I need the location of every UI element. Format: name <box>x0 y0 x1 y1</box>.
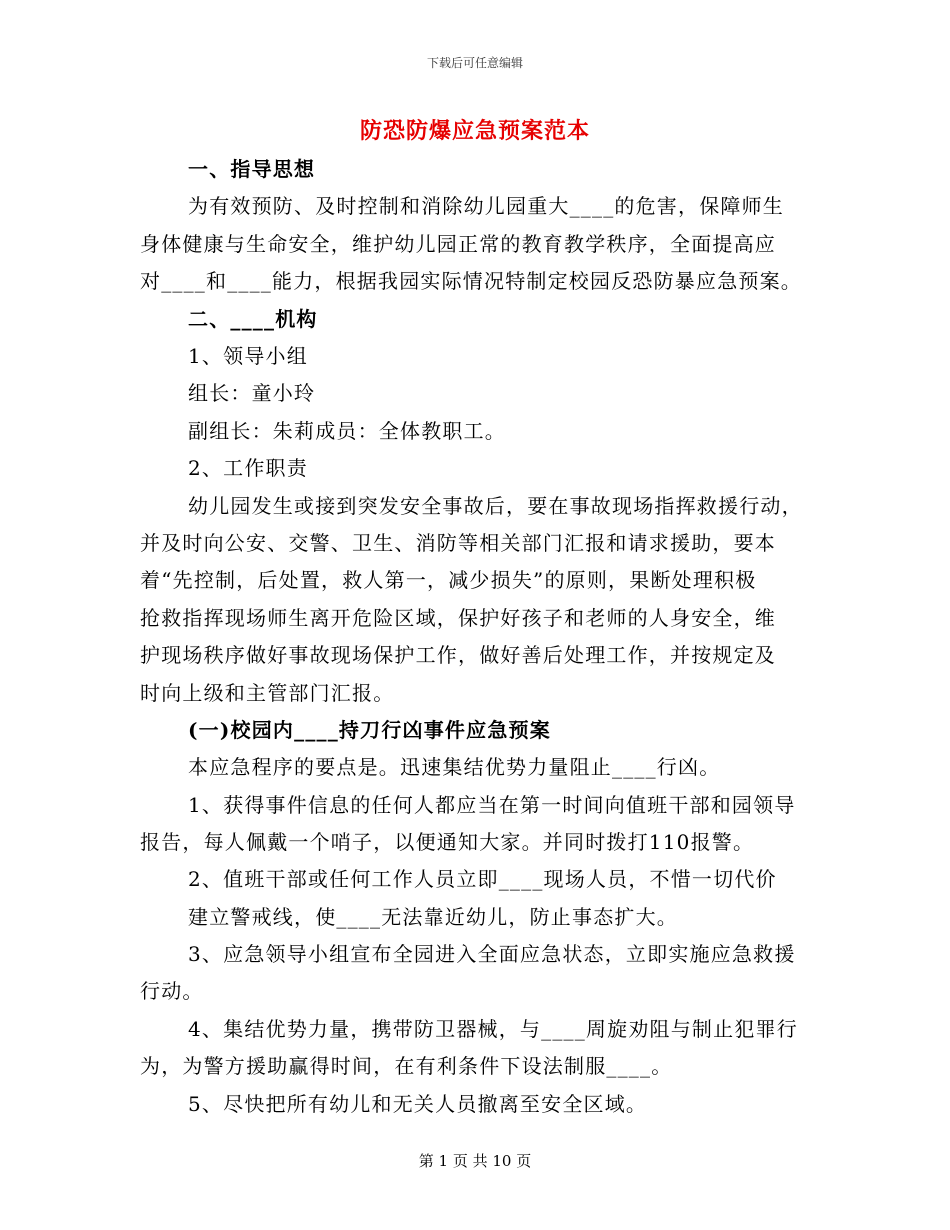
paragraph-line: 建立警戒线，使____无法靠近幼儿，防止事态扩大。 <box>188 905 678 929</box>
group-leader-line: 组长：童小玲 <box>188 381 316 405</box>
subheading-leadership-group: 1、领导小组 <box>188 344 308 368</box>
section-heading-guiding-ideology: 一、指导思想 <box>188 157 316 181</box>
paragraph-line: 时向上级和主管部门汇报。 <box>140 681 395 705</box>
paragraph-line: 抢救指挥现场师生离开危险区域，保护好孩子和老师的人身安全，维 <box>140 606 776 630</box>
paragraph-line: 行动。 <box>140 979 204 1003</box>
paragraph-line: 幼儿园发生或接到突发安全事故后，要在事故现场指挥救援行动， <box>188 494 803 518</box>
paragraph-line: 本应急程序的要点是。迅速集结优势力量阻止____行凶。 <box>188 755 721 779</box>
list-item-4: 4、集结优势力量，携带防卫器械，与____周旋劝阻与制止犯罪行 <box>188 1017 798 1041</box>
section-heading-knife-attack-plan: (一)校园内____持刀行凶事件应急预案 <box>188 718 551 742</box>
list-item-3: 3、应急领导小组宣布全园进入全面应急状态，立即实施应急救援 <box>188 942 796 966</box>
paragraph-line: 身体健康与生命安全，维护幼儿园正常的教育教学秩序，全面提高应 <box>140 232 776 256</box>
paragraph-line: 并及时向公安、交警、卫生、消防等相关部门汇报和请求援助，要本 <box>140 531 776 555</box>
list-item-1: 1、获得事件信息的任何人都应当在第一时间向值班干部和园领导 <box>188 793 796 817</box>
list-item-2: 2、值班干部或任何工作人员立即____现场人员，不惜一切代价 <box>188 867 777 891</box>
page-footer-number: 第 1 页 共 10 页 <box>418 1152 532 1170</box>
paragraph-line: 对____和____能力，根据我园实际情况特制定校园反恐防暴应急预案。 <box>140 269 802 293</box>
paragraph-line: 为，为警方援助赢得时间，在有利条件下设法制服____。 <box>140 1054 673 1078</box>
paragraph-line: 报告，每人佩戴一个哨子，以便通知大家。并同时拨打110报警。 <box>140 830 755 854</box>
list-item-5: 5、尽快把所有幼儿和无关人员撤离至安全区域。 <box>188 1092 648 1116</box>
paragraph-line: 为有效预防、及时控制和消除幼儿园重大____的危害，保障师生 <box>188 194 784 218</box>
section-heading-organization: 二、____机构 <box>188 307 318 331</box>
page-header-note: 下载后可任意编辑 <box>426 56 523 70</box>
document-title: 防恐防爆应急预案范本 <box>359 118 590 144</box>
paragraph-line: 着“先控制，后处置，救人第一，减少损失”的原则，果断处理积极 <box>140 568 757 592</box>
deputy-leader-line: 副组长：朱莉成员：全体教职工。 <box>188 419 506 443</box>
subheading-duties: 2、工作职责 <box>188 456 308 480</box>
paragraph-line: 护现场秩序做好事故现场保护工作，做好善后处理工作，并按规定及 <box>140 643 776 667</box>
